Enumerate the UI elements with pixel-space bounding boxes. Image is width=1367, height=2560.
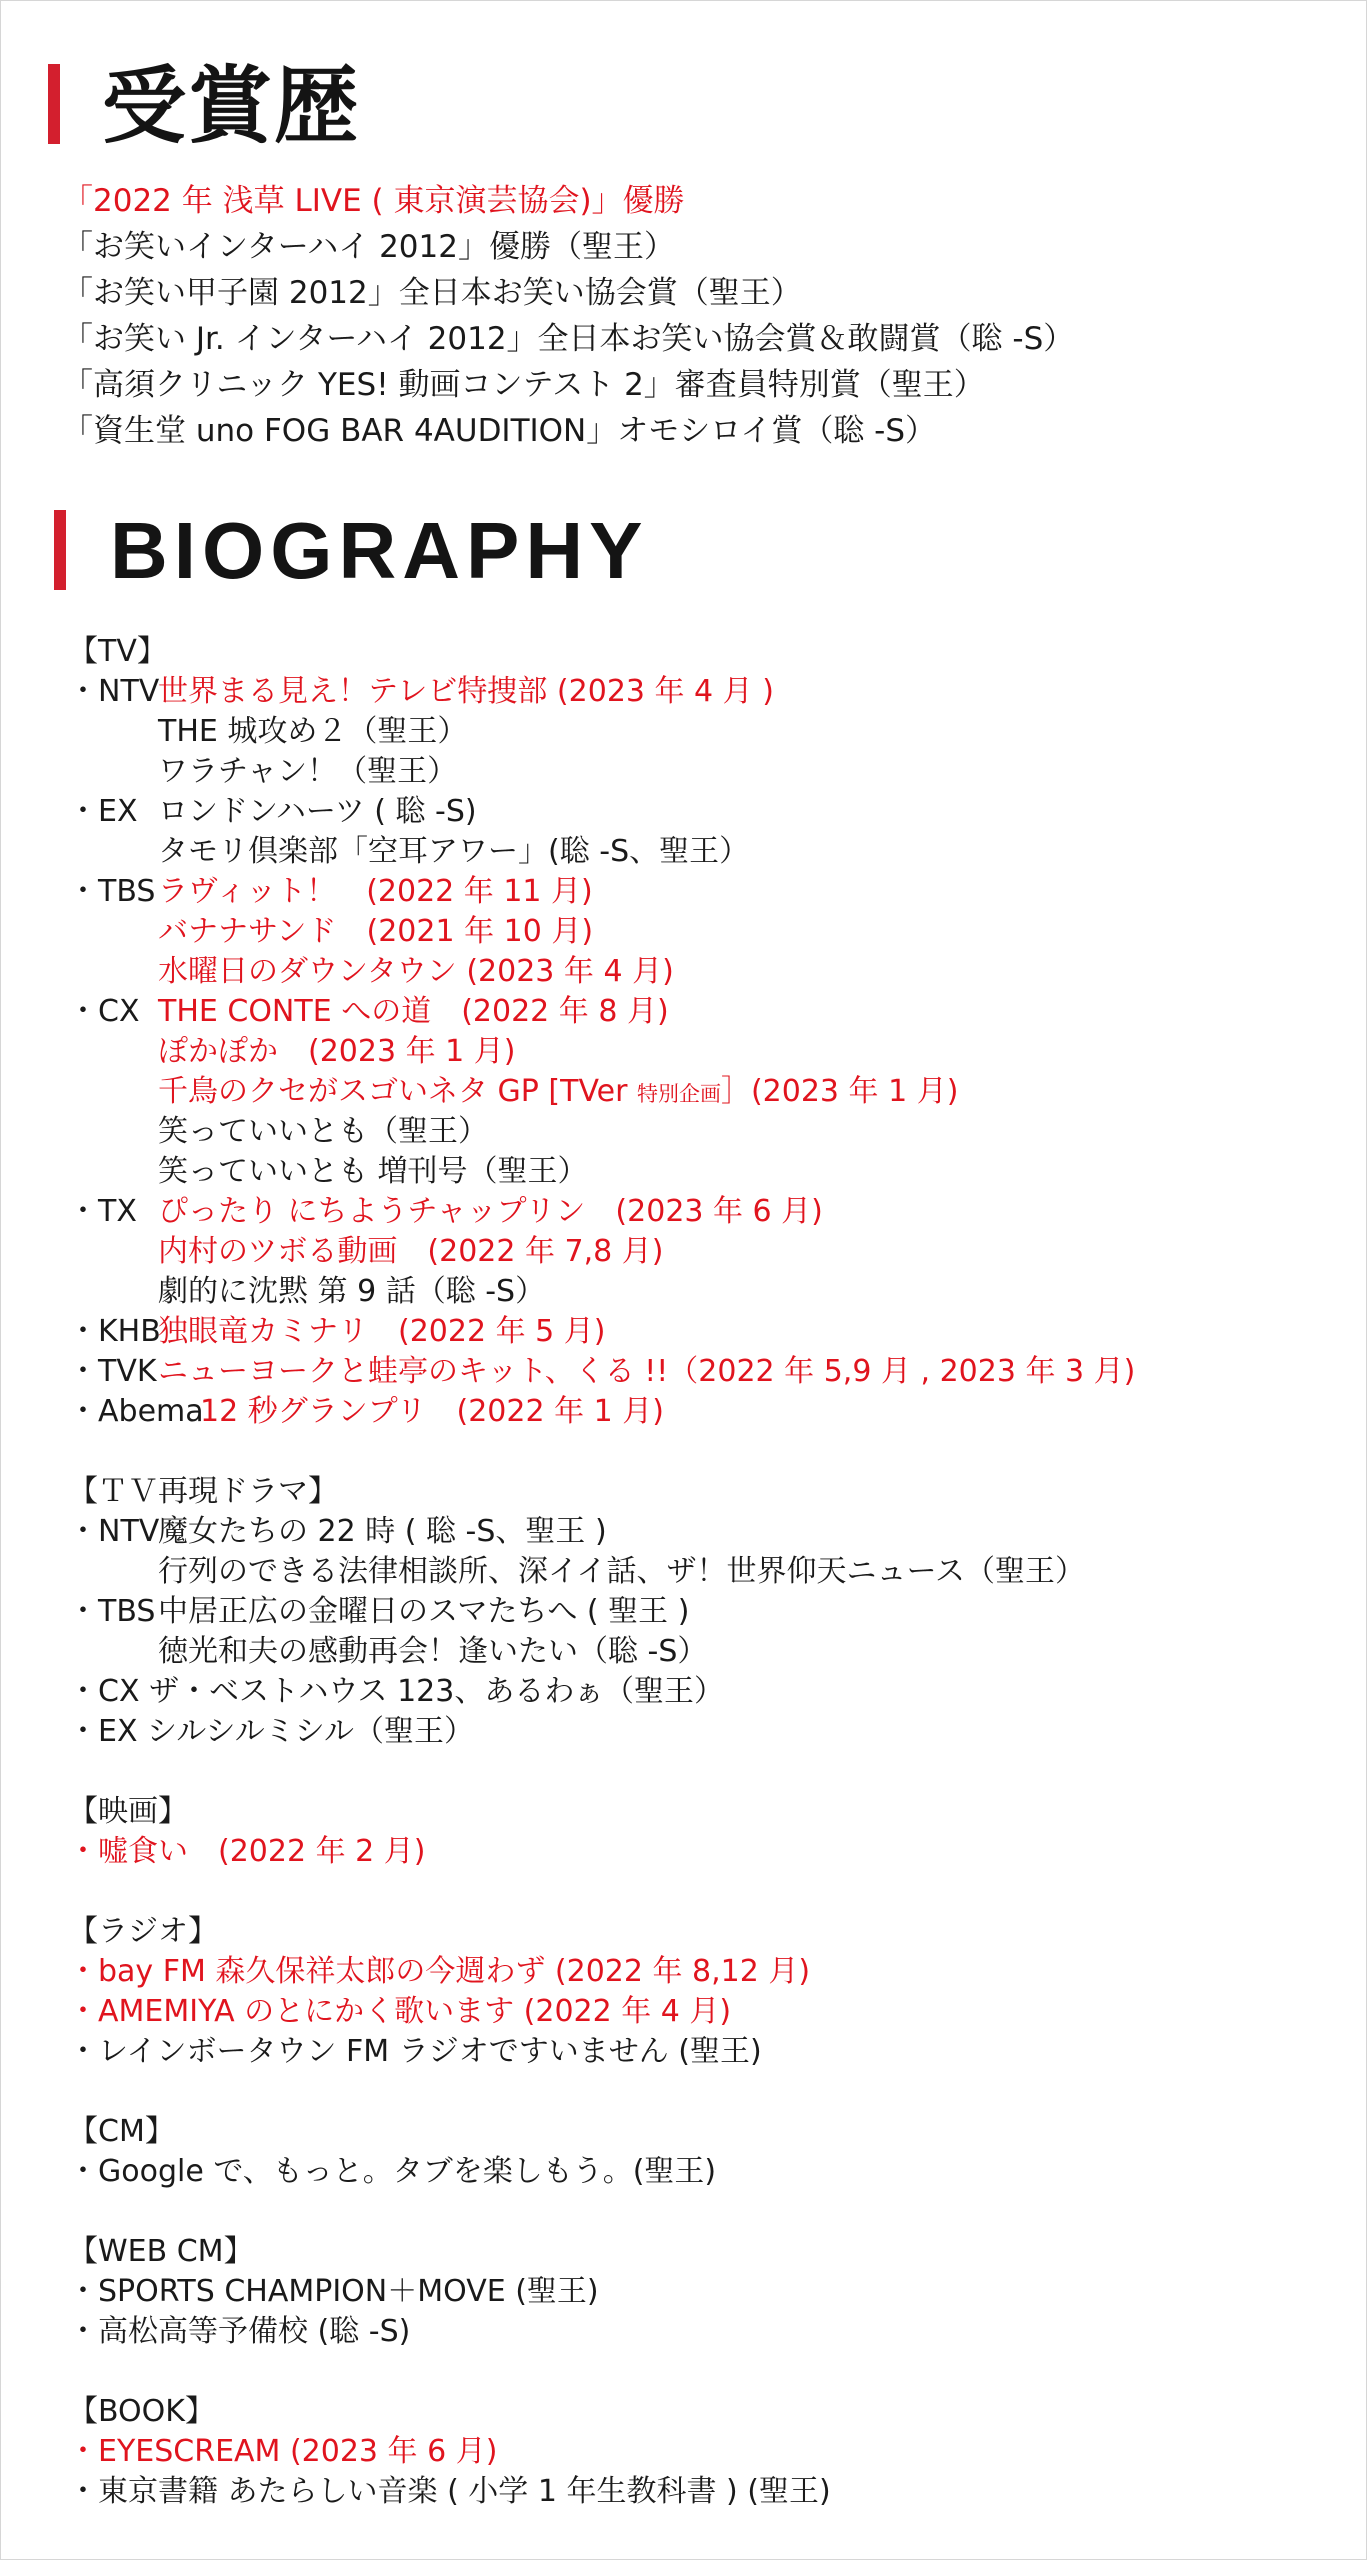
biography-title: BIOGRAPHY: [110, 506, 649, 595]
program-title: 行列のできる法律相談所、深イイ話、ザ！世界仰天ニュース（聖王）: [158, 1554, 1085, 1589]
award-item: 「2022 年 浅草 LIVE ( 東京演芸協会)」優勝: [62, 183, 685, 219]
bio-entry-text: ・EX シルシルミシル（聖王）: [68, 1714, 475, 1749]
awards-title: 受賞歴: [102, 57, 361, 155]
bio-entry-text: ・東京書籍 あたらしい音楽 ( 小学 1 年生教科書 ) (聖王): [68, 2474, 831, 2509]
bio-entry-text: ・EYESCREAM (2023 年 6 月): [68, 2434, 498, 2469]
biography-accent-bar: [54, 510, 66, 590]
awards-accent-bar: [48, 64, 60, 144]
program-title: バナナサンド (2021 年 10 月): [158, 914, 594, 949]
program-title: 中居正広の金曜日のスマたちへ ( 聖王 ): [158, 1594, 690, 1629]
channel-label: ・TVK: [68, 1354, 157, 1389]
program-title: THE CONTE への道 (2022 年 8 月): [158, 994, 669, 1029]
bio-entry-text: ・bay FM 森久保祥太郎の今週わず (2022 年 8,12 月): [68, 1954, 811, 1989]
program-title: ニューヨークと蛙亭のキット、くる !!（2022 年 5,9 月 , 2023 年 3 月): [158, 1354, 1136, 1389]
program-title: 笑っていいとも 増刊号（聖王）: [158, 1154, 588, 1189]
bio-entry-text: ・Google で、もっと。タブを楽しもう。(聖王): [68, 2154, 717, 2189]
program-title: ワラチャン！（聖王）: [158, 754, 458, 789]
channel-label: ・TBS: [68, 1594, 156, 1629]
program-title: ラヴィット！ (2022 年 11 月): [158, 874, 593, 909]
program-title-note: 特別企画: [636, 1082, 721, 1106]
program-title: 水曜日のダウンタウン (2023 年 4 月): [158, 954, 674, 989]
program-title: 独眼竜カミナリ (2022 年 5 月): [158, 1314, 606, 1349]
program-title: THE 城攻め２（聖王）: [158, 714, 468, 749]
bio-entry-text: 【ラジオ】: [68, 1914, 218, 1949]
award-item: 「お笑い Jr. インターハイ 2012」全日本お笑い協会賞＆敢闘賞（聡 -S）: [62, 321, 1075, 357]
bio-entry-text: ・嘘食い (2022 年 2 月): [68, 1834, 426, 1869]
channel-label: ・NTV: [68, 1514, 160, 1549]
channel-label: ・CX: [68, 994, 140, 1029]
bio-entry-text: ・レインボータウン FM ラジオですいません (聖王): [68, 2034, 762, 2069]
channel-label: ・KHB: [68, 1314, 161, 1349]
program-title: 内村のツボる動画 (2022 年 7,8 月): [158, 1234, 664, 1269]
bio-entry-text: ・CX ザ・ベストハウス 123、あるわぁ（聖王）: [68, 1674, 725, 1709]
program-title: ぴったり にちようチャップリン (2023 年 6 月): [158, 1194, 823, 1229]
program-title: ぽかぽか (2023 年 1 月): [158, 1034, 516, 1069]
channel-label: ・NTV: [68, 674, 160, 709]
bio-entry-text: 【映画】: [68, 1794, 188, 1829]
program-title: 魔女たちの 22 時 ( 聡 -S、聖王 ): [158, 1514, 607, 1549]
program-title: 徳光和夫の感動再会！逢いたい（聡 -S）: [158, 1634, 708, 1669]
award-item: 「お笑いインターハイ 2012」優勝（聖王）: [62, 229, 675, 265]
bio-entry-text: ・SPORTS CHAMPION＋MOVE (聖王): [68, 2274, 599, 2309]
awards-list: [62, 178, 1074, 454]
award-item: 「資生堂 uno FOG BAR 4AUDITION」オモシロイ賞（聡 -S）: [62, 413, 937, 449]
program-title: ロンドンハーツ ( 聡 -S): [158, 794, 477, 829]
bio-entry-text: ・AMEMIYA のとにかく歌います (2022 年 4 月): [68, 1994, 732, 2029]
award-item: 「お笑い甲子園 2012」全日本お笑い協会賞（聖王）: [62, 275, 802, 311]
channel-label: ・TX: [68, 1194, 137, 1229]
channel-label: ・TBS: [68, 874, 156, 909]
program-title: 笑っていいとも（聖王）: [158, 1114, 488, 1149]
bio-entry-text: ・高松高等予備校 (聡 -S): [68, 2314, 411, 2349]
bio-entry-text: 【WEB CM】: [68, 2234, 254, 2269]
program-title: [158, 1072, 958, 1114]
channel-label: ・EX: [68, 794, 138, 829]
program-title: 劇的に沈黙 第 9 話（聡 -S）: [158, 1274, 546, 1309]
program-title: 12 秒グランプリ (2022 年 1 月): [200, 1394, 664, 1429]
bio-entry-text: 【ＴＶ再現ドラマ】: [68, 1474, 338, 1509]
bio-entry-text: 【CM】: [68, 2114, 175, 2149]
bio-entry-text: 【TV】: [68, 634, 167, 669]
bio-entry-text: 【BOOK】: [68, 2394, 215, 2429]
program-title: タモリ倶楽部「空耳アワー」(聡 -S、聖王）: [158, 834, 750, 869]
channel-label: ・Abema: [68, 1394, 204, 1429]
program-title: 世界まる見え！テレビ特捜部 (2023 年 4 月 ): [158, 674, 774, 709]
program-title-part: 千鳥のクセがスゴいネタ GP [TVer: [158, 1074, 637, 1109]
award-item: 「高須クリニック YES! 動画コンテスト 2」審査員特別賞（聖王）: [62, 367, 985, 403]
program-title-date: ］(2023 年 1 月): [720, 1074, 959, 1109]
